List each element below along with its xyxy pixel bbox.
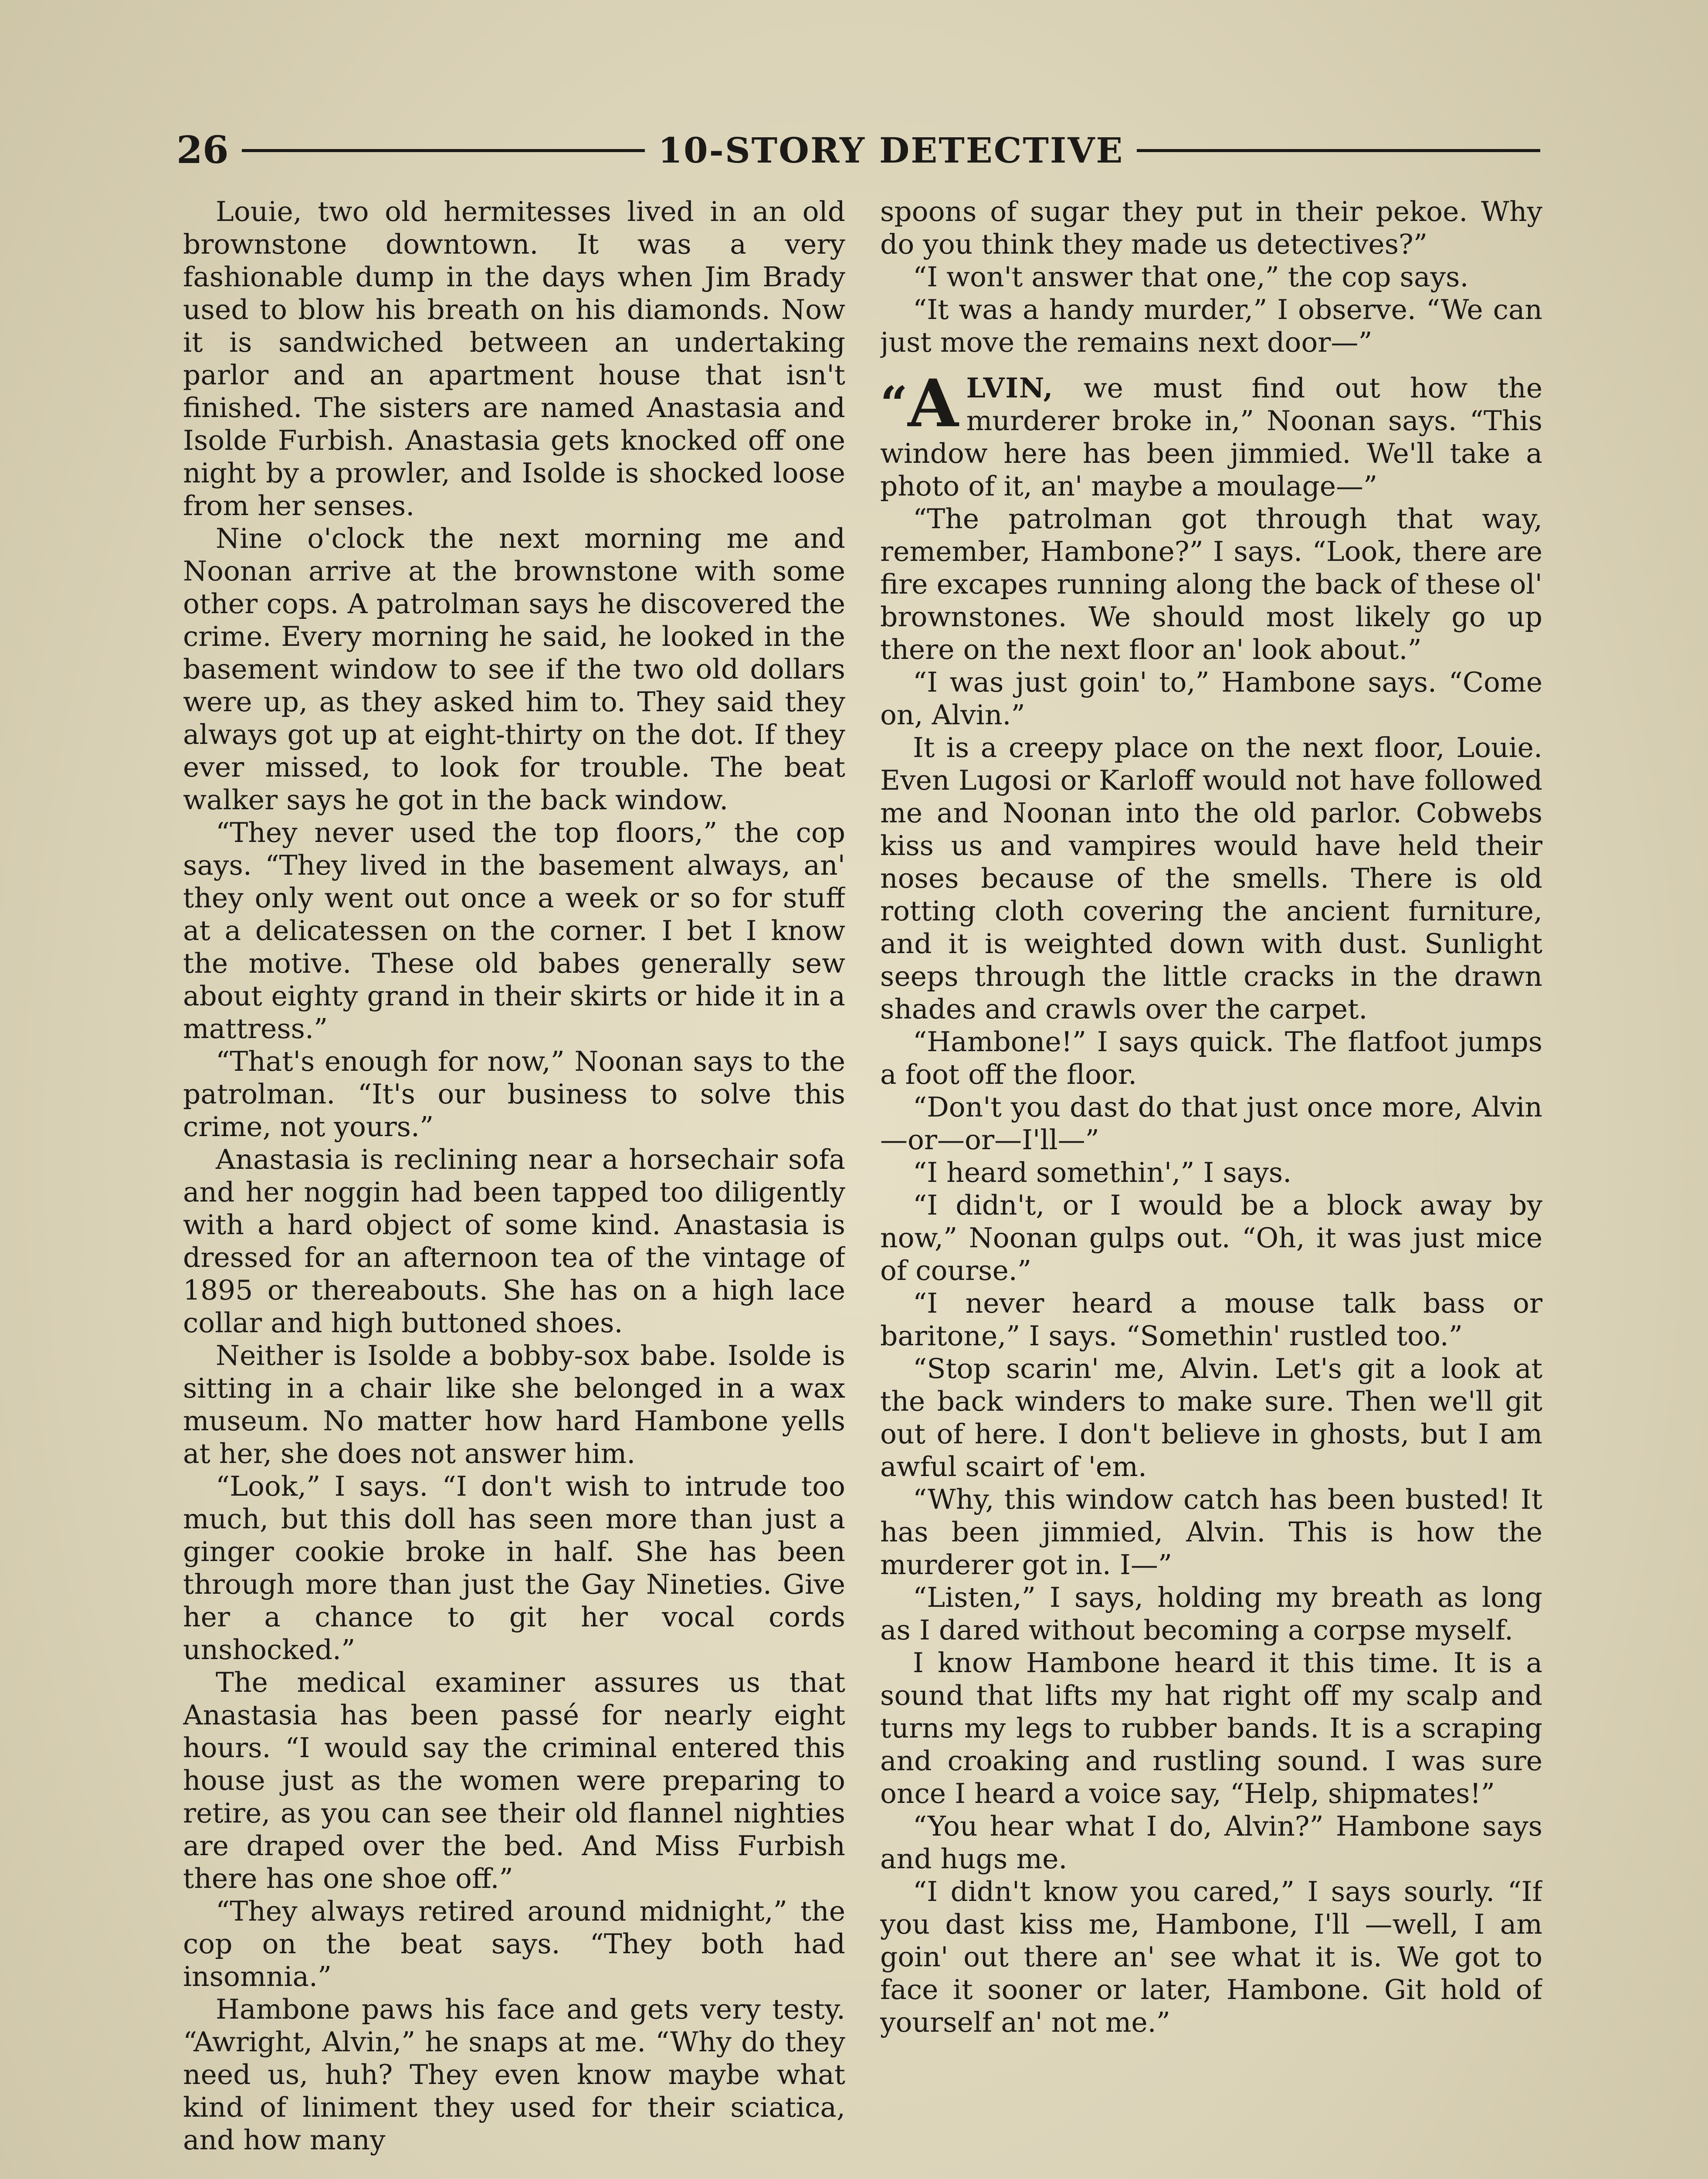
- paragraph: “The patrolman got through that way, remember, Hambone?” I says. “Look, there are fire excapes running along the back of these ol' brownstones. We should most likely go up there on the next floor an' look about.”: [880, 503, 1542, 665]
- paragraph: Louie, two old hermitesses lived in an old brownstone downtown. It was a very fashionable dump in the days when Jim Brady used to blow his breath on his diamonds. Now it is sandwiched between an undertaking parlor and an apartment house that isn't finished. The sisters are named Anastasia and Isolde Furbish. Anastasia gets knocked off one night by a prowler, and Isolde is shocked loose from her senses.: [183, 196, 845, 522]
- drop-cap: [880, 365, 959, 442]
- paragraph: It is a creepy place on the next floor, Louie. Even Lugosi or Karloff would not have followed me and Noonan into the old parlor. Cobwebs kiss us and vampires would have held their noses because of the smells. There is old rotting cloth covering the ancient furniture, and it is weighted down with dust. Sunlight seeps through the little cracks in the drawn shades and crawls over the carpet.: [880, 732, 1542, 1025]
- paragraph: I know Hambone heard it this time. It is a sound that lifts my hat right off my scalp and turns my legs to rubber bands. It is a scraping and croaking and rustling sound. I was sure once I heard a voice say, “Help, shipmates!”: [880, 1647, 1542, 1809]
- paragraph: “I never heard a mouse talk bass or baritone,” I says. “Somethin' rustled too.”: [880, 1287, 1542, 1352]
- paragraph: The medical examiner assures us that Anastasia has been passé for nearly eight hours. “I would say the criminal entered this house just as the women were preparing to retire, as you can see their old flannel nighties are draped over the bed. And Miss Furbish there has one shoe off.”: [183, 1666, 845, 1894]
- paragraph: “Don't you dast do that just once more, Alvin—or—or—I'll—”: [880, 1091, 1542, 1156]
- left-column: [183, 195, 845, 2179]
- drop-cap-letter: A: [908, 365, 959, 442]
- paragraph: Hambone paws his face and gets very testy. “Awright, Alvin,” he snaps at me. “Why do they need us, huh? They even know maybe what kind of liniment they used for their sciatica, and how many: [183, 1993, 845, 2156]
- drop-cap-quote: “: [880, 376, 908, 432]
- paragraph: “Look,” I says. “I don't wish to intrude too much, but this doll has seen more than just a ginger cookie broke in half. She has been through more than just the Gay Nineties. Give her a chance to git her vocal cords unshocked.”: [183, 1470, 845, 1666]
- drop-cap-caps: LVIN,: [966, 372, 1054, 404]
- magazine-title: 10-STORY DETECTIVE: [658, 130, 1124, 171]
- drop-cap-rest: we must find out how the murderer broke in,” Noonan says. “This window here has been jimmied. We'll take a photo of it, an' maybe a moulage—”: [880, 372, 1542, 502]
- paragraph: “Why, this window catch has been busted! It has been jimmied, Alvin. This is how the murderer got in. I—”: [880, 1483, 1542, 1581]
- paragraph: “That's enough for now,” Noonan says to the patrolman. “It's our business to solve this crime, not yours.”: [183, 1045, 845, 1143]
- paragraph: “You hear what I do, Alvin?” Hambone says and hugs me.: [880, 1810, 1542, 1875]
- header-rule-right: [1137, 149, 1540, 152]
- paragraph: Nine o'clock the next morning me and Noonan arrive at the brownstone with some other cops. A patrolman says he discovered the crime. Every morning he said, he looked in the basement window to see if the two old dollars were up, as they asked him to. They said they always got up at eight-thirty on the dot. If they ever missed, to look for trouble. The beat walker says he got in the back window.: [183, 523, 845, 816]
- paragraph: “I didn't know you cared,” I says sourly. “If you dast kiss me, Hambone, I'll —well, I am goin' out there an' see what it is. We got to face it sooner or later, Hambone. Git hold of yourself an' not me.”: [880, 1876, 1542, 2038]
- paragraph: spoons of sugar they put in their pekoe. Why do you think they made us detectives?”: [880, 196, 1542, 260]
- paragraph: “Listen,” I says, holding my breath as long as I dared without becoming a corpse myself.: [880, 1582, 1542, 1646]
- paragraph: Anastasia is reclining near a horsechair sofa and her noggin had been tapped too diligently with a hard object of some kind. Anastasia is dressed for an afternoon tea of the vintage of 1895 or thereabouts. She has on a high lace collar and high buttoned shoes.: [183, 1144, 845, 1339]
- paragraph: “They never used the top floors,” the cop says. “They lived in the basement always, an' they only went out once a week or so for stuff at a delicatessen on the corner. I bet I know the motive. These old babes generally sew about eighty grand in their skirts or hide it in a mattress.”: [183, 817, 845, 1045]
- paragraph: “Hambone!” I says quick. The flatfoot jumps a foot off the floor.: [880, 1026, 1542, 1090]
- paragraph: “Stop scarin' me, Alvin. Let's git a look at the back winders to make sure. Then we'll git out of here. I don't believe in ghosts, but I am awful scairt of 'em.: [880, 1353, 1542, 1483]
- paragraph: “It was a handy murder,” I observe. “We can just move the remains next door—”: [880, 294, 1542, 358]
- paragraph: “I didn't, or I would be a block away by now,” Noonan gulps out. “Oh, it was just mice of course.”: [880, 1189, 1542, 1286]
- paragraph: Neither is Isolde a bobby-sox babe. Isolde is sitting in a chair like she belonged in a wax museum. No matter how hard Hambone yells at her, she does not answer him.: [183, 1340, 845, 1470]
- paragraph: “They always retired around midnight,” the cop on the beat says. “They both had insomnia.”: [183, 1895, 845, 1992]
- page-number: 26: [176, 128, 229, 172]
- paragraph: “I was just goin' to,” Hambone says. “Come on, Alvin.”: [880, 666, 1542, 731]
- right-column: [880, 195, 1542, 2179]
- page-header: [176, 124, 1540, 176]
- paragraph: “I won't answer that one,” the cop says.: [913, 261, 1469, 293]
- dropcap-paragraph: [880, 365, 1542, 502]
- header-rule-left: [242, 149, 645, 152]
- paragraph: “I heard somethin',” I says.: [913, 1157, 1292, 1188]
